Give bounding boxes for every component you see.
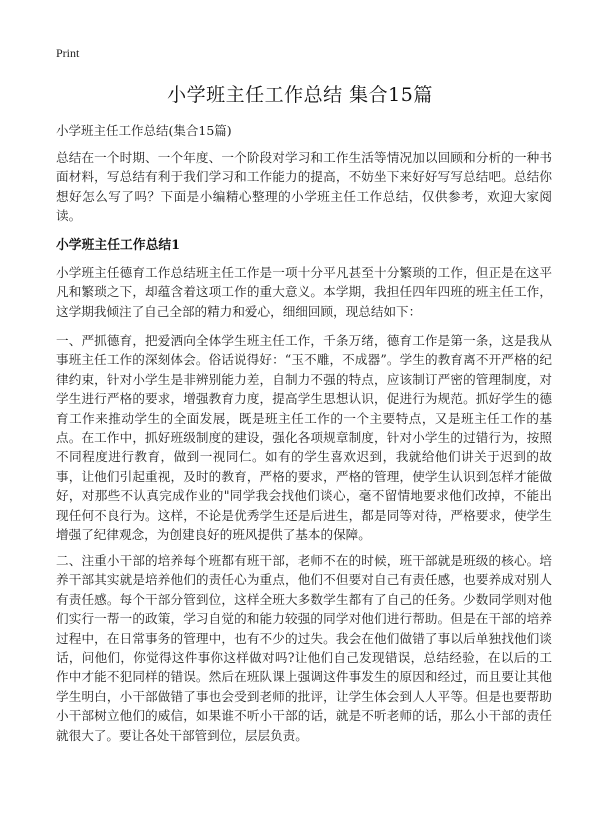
intro-paragraph: 总结在一个时期、一个年度、一个阶段对学习和工作生活等情况加以回顾和分析的一种书面材料，写总结有利于我们学习和工作能力的提高，不妨坐下来好好写写总结吧。总结你想好怎么写了吗？下面是小编精心整理的小学班主任工作总结，仅供参考，欢迎大家阅读。	[56, 150, 552, 224]
print-link[interactable]: Print	[56, 46, 80, 60]
page-title: 小学班主任工作总结 集合15篇	[167, 84, 433, 106]
body-paragraph: 一、严抓德育，把爱洒向全体学生班主任工作，千条万绪，德育工作是第一条，这是我从事班主任工作的深刻体会。俗话说得好：“玉不雕，不成器”。学生的教育离不开严格的纪律约束，针对小学生是非辨别能力差，自制力不强的特点，应该制订严密的管理制度，对学生进行严格的要求，增强教育力度，提高学生思想认识，促进行为规范。抓好学生的德育工作来推动学生的全面发展，既是班主任工作的一个主要特点，又是班主任工作的基点。在工作中，抓好班级制度的建设，强化各项规章制度，针对小学生的过错行为，按照不同程度进行教育，做到一视同仁。如有的学生喜欢迟到，我就给他们讲关于迟到的故事，让他们引起重视，及时的教育，严格的要求，严格的管理，使学生认识到怎样才能做好，对那些不认真完成作业的"同学我会找他们谈心，毫不留情地要求他们改掉，不能出现任何不良行为。这样，不论是优秀学生还是后进生，都是同等对待，严格要求，使学生增强了纪律观念，为创建良好的班风提供了基本的保障。	[56, 333, 552, 543]
body-paragraph: 二、注重小干部的培养每个班都有班干部，老师不在的时候，班干部就是班级的核心。培养干部其实就是培养他们的责任心为重点，他们不但要对自己有责任感，也要养成对别人有责任感。每个干部分管到位，这样全班大多数学生都有了自己的任务。少数同学则对他们实行一帮一的政策，学习自觉的和能力较强的同学对他们进行帮助。但是在干部的培养过程中，在日常事务的管理中，也有不少的过失。我会在他们做错了事以后单独找他们谈话，问他们，你觉得这件事你这样做对吗?让他们自己发现错误，总结经验，在以后的工作中才能不犯同样的错误。然后在班队课上强调这件事发生的原因和经过，而且要让其他学生明白，小干部做错了事也会受到老师的批评，让学生体会到人人平等。但是也要帮助小干部树立他们的威信，如果谁不听小干部的话，就是不听老师的话，那么小干部的责任就很大了。要让各处干部管到位，层层负责。	[56, 553, 552, 743]
document-subtitle: 小学班主任工作总结(集合15篇)	[56, 123, 232, 138]
body-paragraph: 小学班主任德育工作总结班主任工作是一项十分平凡甚至十分繁琐的工作，但正是在这平凡和繁琐之下，却蕴含着这项工作的重大意义。本学期，我担任四年四班的班主任工作，这学期我倾注了自己全部的精力和爱心，细细回顾，现总结如下：	[56, 265, 552, 319]
section-heading: 小学班主任工作总结1	[56, 238, 181, 253]
